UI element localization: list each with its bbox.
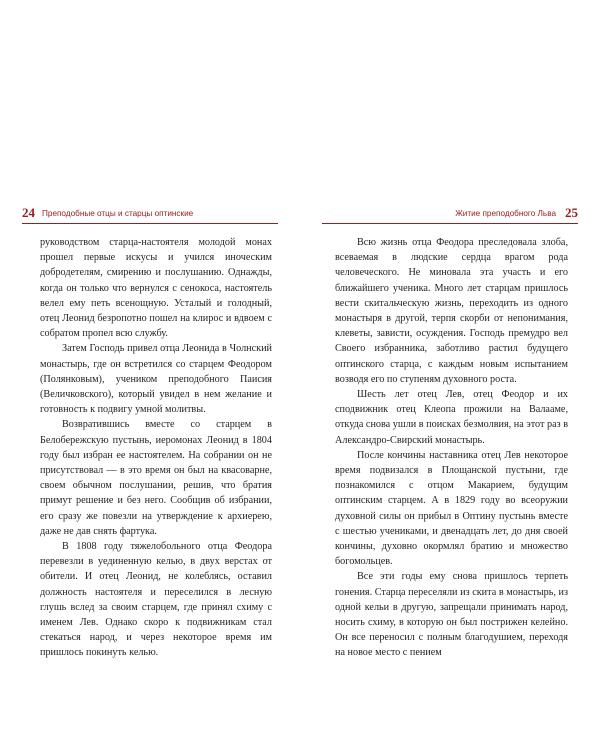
right-running-title: Житие преподобного Льва [455, 209, 556, 218]
paragraph: Возвратившись вместе со старцем в Белобережскую пустынь, иеромонах Леонид в 1804 году был избран ее настоятелем. На собрании он не присутствовал — в это время он был на квасоварне, своем обычном послушании, решив, что братия примут решение и без него. Сообщив об избрании, его сразу же повезли на утверждение к архиерею, даже не дав снять фартука. [40, 419, 272, 537]
right-page-number: 25 [565, 205, 578, 220]
right-header-rule [322, 223, 578, 224]
paragraph: После кончины наставника отец Лев некоторое время подвизался в Площанской пустыни, где познакомился с отцом Макарием, будущим оптинским старцем. А в 1829 году во всеоружии духовной силы он прибыл в Оптину пустынь вместе с шестью учениками, и двенадцать лет, до дня своей кончины, духовно окормлял братию и множество богомольцев. [335, 449, 568, 568]
right-body-text [335, 235, 568, 661]
right-page-header [322, 206, 578, 224]
right-page [300, 0, 600, 750]
left-header-rule [22, 223, 278, 224]
paragraph: В 1808 году тяжелобольного отца Феодора перевезли в уединенную келью, в двух верстах от обители. И отец Леонид, не колеблясь, оставил должность настоятеля и переселился в лесную глушь вслед за своим старцем, где принял схиму с именем Лев. Однако скоро к подвижникам стал стекаться народ, и через некоторое время им пришлось покинуть келью. [40, 541, 272, 659]
paragraph: Всю жизнь отца Феодора преследовала злоба, всеваемая в людские сердца врагом рода человеческого. Не миновала эта участь и его ближайшего ученика. Много лет старцам пришлось вести скитальческую жизнь, переходить из одного монастыря в другой, терпя скорби от непонимания, клеветы, зависти, осуждения. Господь премудро вел Своего избранника, заботливо растил будущего оптинского старца, с каждым новым испытанием возводя его по ступеням духовного роста. [335, 237, 568, 385]
paragraph: Шесть лет отец Лев, отец Феодор и их сподвижник отец Клеопа прожили на Валааме, откуда снова ушли в поисках безмолвия, на этот раз в Александро-Свирский монастырь. [335, 389, 568, 446]
paragraph: руководством старца-настоятеля молодой монах прошел первые искусы и учился иноческим добродетелям, смирению и послушанию. Однажды, когда он только что вернулся с сенокоса, настоятель велел ему петь всенощную. Усталый и голодный, отец Леонид безропотно пошел на клирос и вдвоем с собратом пропел всю службу. [40, 237, 272, 340]
left-page-number: 24 [22, 205, 35, 220]
paragraph: Затем Господь привел отца Леонида в Чолнский монастырь, где он встретился со старцем Феодором (Полянковым), учеником преподобного Паисия (Величковского), который увидел в нем желание и готовность к подвигу умной молитвы. [40, 343, 272, 416]
paragraph: Все эти годы ему снова пришлось терпеть гонения. Старца переселяли из скита в монастырь, из одной кельи в другую, запрещали принимать народ, носить схиму, в которую он был пострижен келейно. Он все переносил с полным благодушием, переходя на новое место с пением [335, 571, 568, 659]
left-page-header [22, 206, 278, 224]
left-running-title: Преподобные отцы и старцы оптинские [42, 209, 194, 218]
left-body-text [40, 235, 272, 661]
